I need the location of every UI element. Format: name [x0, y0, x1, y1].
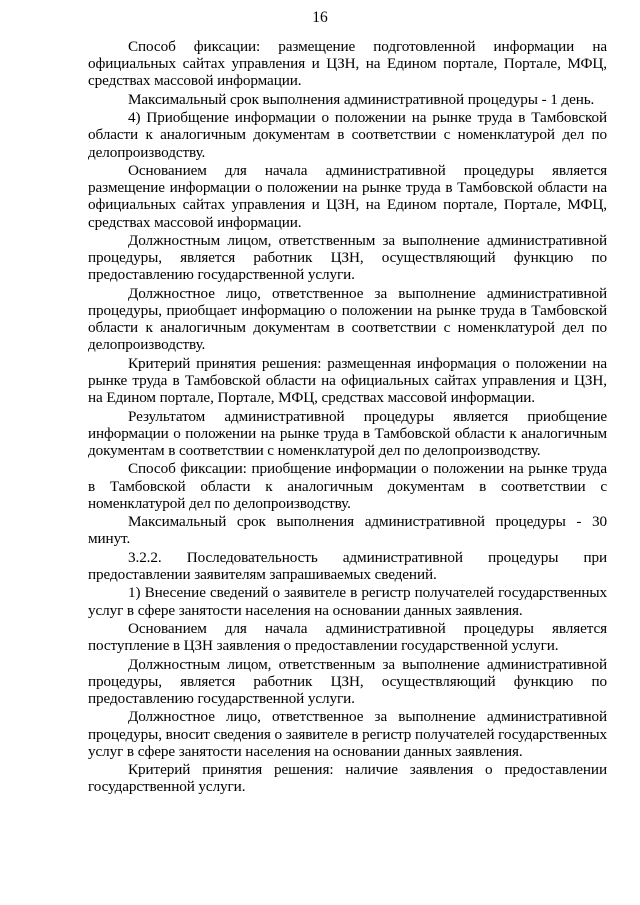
paragraph-section-3-2-2: 3.2.2. Последовательность административной процедуры при предоставлении заявителям запрашиваемых сведений. — [88, 548, 607, 583]
paragraph-responsible-person-2: Должностным лицом, ответственным за выполнение административной процедуры, является работник ЦЗН, осуществляющий функцию по предоставлению государственной услуги. — [88, 655, 607, 707]
paragraph-decision-criterion-2: Критерий принятия решения: наличие заявления о предоставлении государственной услуги. — [88, 761, 607, 796]
paragraph-result: Результатом административной процедуры является приобщение информации о положении на рынке труда в Тамбовской области к аналогичным документам в соответствии с номенклатурой дел по делопроизводству. — [88, 407, 607, 459]
paragraph-fixation-method-2: Способ фиксации: приобщение информации о положении на рынке труда в Тамбовской области к аналогичным документам в соответствии с номенклатурой дел по делопроизводству. — [88, 460, 607, 512]
document-body — [88, 38, 607, 796]
paragraph-max-duration-2: Максимальный срок выполнения административной процедуры - 30 минут. — [88, 513, 607, 548]
page-number: 16 — [312, 9, 328, 26]
paragraph-step-4: 4) Приобщение информации о положении на рынке труда в Тамбовской области к аналогичным документам в соответствии с номенклатурой дел по делопроизводству. — [88, 109, 607, 161]
paragraph-fixation-method: Способ фиксации: размещение подготовленной информации на официальных сайтах управления и ЦЗН, на Едином портале, Портале, МФЦ, средствах массовой информации. — [88, 38, 607, 90]
paragraph-step-1: 1) Внесение сведений о заявителе в регистр получателей государственных услуг в сфере занятости населения на основании данных заявления. — [88, 584, 607, 619]
paragraph-max-duration: Максимальный срок выполнения административной процедуры - 1 день. — [128, 90, 595, 108]
paragraph-decision-criterion: Критерий принятия решения: размещенная информация о положении на рынке труда в Тамбовской области на официальных сайтах управления и ЦЗН, на Едином портале, Портале, МФЦ, средствах массовой информации. — [88, 354, 607, 407]
paragraph-official-action-2: Должностное лицо, ответственное за выполнение административной процедуры, вносит сведения о заявителе в регистр получателей государственных услуг в сфере занятости населения на основании данных заявления. — [88, 708, 607, 760]
paragraph-responsible-person: Должностным лицом, ответственным за выполнение административной процедуры, является работник ЦЗН, осуществляющий функцию по предоставлению государственной услуги. — [88, 231, 607, 284]
paragraph-basis: Основанием для начала административной процедуры является размещение информации о положении на рынке труда в Тамбовской области на официальных сайтах управления и ЦЗН, на Едином портале, Портале, МФЦ, средствах массовой информации. — [88, 161, 607, 231]
paragraph-official-action: Должностное лицо, ответственное за выполнение административной процедуры, приобщает информацию о положении на рынке труда в Тамбовской области к аналогичным документам в соответствии с номенклатурой дел по делопроизводству. — [88, 284, 607, 354]
paragraph-basis-2: Основанием для начала административной процедуры является поступление в ЦЗН заявления о предоставлении государственной услуги. — [88, 619, 607, 655]
